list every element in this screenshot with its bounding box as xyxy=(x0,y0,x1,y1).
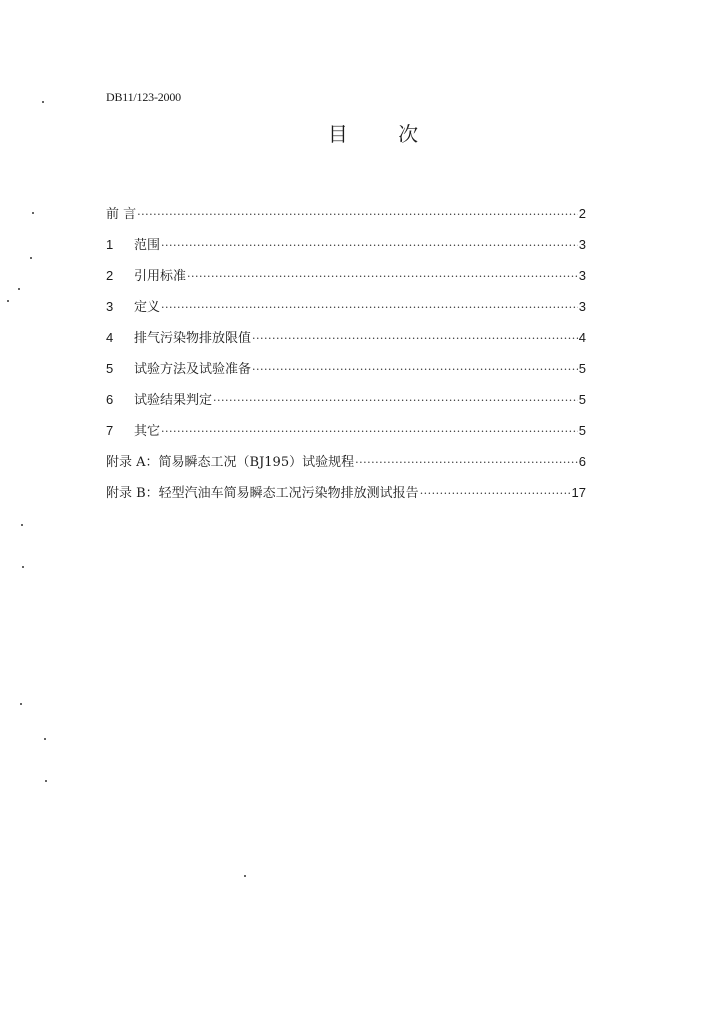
toc-entry xyxy=(106,420,586,451)
dot-leader xyxy=(187,270,578,283)
toc-entry-page: 5 xyxy=(578,361,586,376)
toc-entry xyxy=(106,451,586,482)
scan-speck xyxy=(7,300,9,302)
scan-speck xyxy=(30,257,32,259)
toc-entry xyxy=(106,358,586,389)
scan-speck xyxy=(42,101,44,103)
toc-entry-title: 排气污染物排放限值 xyxy=(134,331,252,346)
toc-entry-page: 3 xyxy=(578,299,586,314)
toc-entry-title: 附录 B：轻型汽油车简易瞬态工况污染物排放测试报告 xyxy=(106,486,419,501)
toc-entry-title: 引用标准 xyxy=(134,269,187,284)
toc-entry xyxy=(106,389,586,420)
toc-entry-number: 4 xyxy=(106,330,114,345)
page-title-text: 目 次 xyxy=(327,122,441,146)
toc-entry-number: 6 xyxy=(106,392,114,407)
dot-leader xyxy=(252,332,578,345)
standard-code: DB11/123-2000 xyxy=(106,90,181,104)
toc-entry-title: 试验方法及试验准备 xyxy=(134,362,252,377)
scan-speck xyxy=(44,738,46,740)
toc-entry xyxy=(106,327,586,358)
page-title xyxy=(0,118,728,147)
dot-leader xyxy=(252,363,578,376)
dot-leader xyxy=(137,208,578,221)
dot-leader xyxy=(355,456,578,469)
toc-entry-page: 5 xyxy=(578,423,586,438)
toc-entry xyxy=(106,296,586,327)
toc-entry-number: 1 xyxy=(106,237,114,252)
dot-leader xyxy=(161,425,578,438)
toc-entry-title: 前 言 xyxy=(106,207,137,222)
toc-entry-page: 2 xyxy=(578,206,586,221)
dot-leader xyxy=(161,301,578,314)
toc-entry-number: 5 xyxy=(106,361,114,376)
toc-entry-title: 其它 xyxy=(134,424,161,439)
toc-entry xyxy=(106,234,586,265)
toc-entry-title: 定义 xyxy=(134,300,161,315)
scan-speck xyxy=(244,875,246,877)
toc-entry xyxy=(106,203,586,234)
toc-entry-title: 范围 xyxy=(134,238,161,253)
dot-leader xyxy=(420,487,571,500)
dot-leader xyxy=(213,394,578,407)
toc-entry xyxy=(106,265,586,296)
toc-entry-page: 5 xyxy=(578,392,586,407)
scan-speck xyxy=(45,780,47,782)
toc-entry-page: 17 xyxy=(571,485,586,500)
table-of-contents xyxy=(106,203,586,513)
toc-entry-page: 3 xyxy=(578,268,586,283)
toc-entry-number: 3 xyxy=(106,299,114,314)
scan-speck xyxy=(20,703,22,705)
scan-speck xyxy=(22,566,24,568)
toc-entry xyxy=(106,482,586,513)
scan-speck xyxy=(18,288,20,290)
scan-speck xyxy=(32,212,34,214)
toc-entry-title: 试验结果判定 xyxy=(134,393,213,408)
toc-entry-page: 4 xyxy=(578,330,586,345)
toc-entry-page: 6 xyxy=(578,454,586,469)
toc-entry-number: 2 xyxy=(106,268,114,283)
toc-entry-page: 3 xyxy=(578,237,586,252)
dot-leader xyxy=(161,239,578,252)
scan-speck xyxy=(21,524,23,526)
toc-entry-title: 附录 A：简易瞬态工况（BJ195）试验规程 xyxy=(106,455,355,470)
toc-entry-number: 7 xyxy=(106,423,114,438)
